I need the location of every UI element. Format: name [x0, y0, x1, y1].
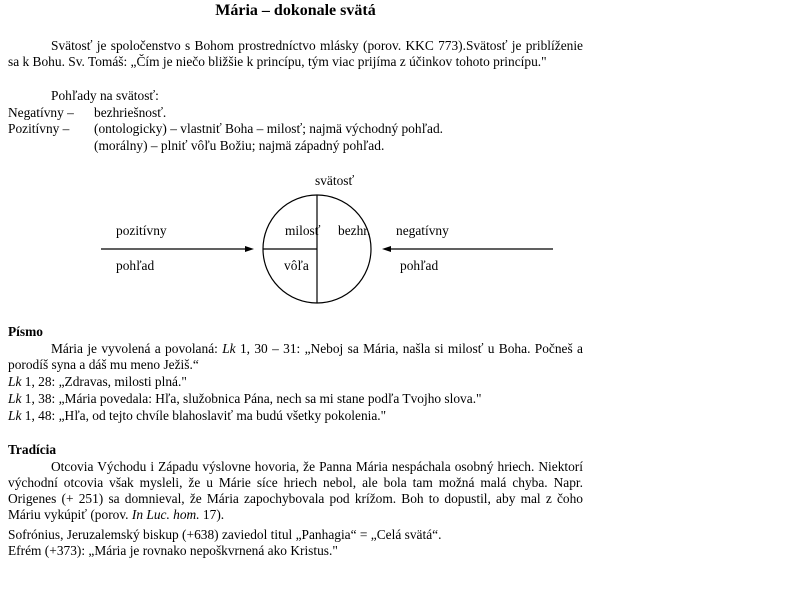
pismo-ref-line	[8, 408, 386, 424]
positive-label: Pozitívny –	[8, 121, 70, 136]
pismo-ref-line	[8, 374, 187, 390]
quadrant-will: vôľa	[284, 258, 309, 273]
tradicia-paragraph	[8, 459, 583, 523]
diagram-right-label-bottom: pohľad	[400, 258, 439, 273]
intro-text: Svätosť je spoločenstvo s Bohom prostredníctvo mlásky (porov. KKC 773).Svätosť je priblíženie sa k Bohu. Sv. Tomáš: „Čím je niečo bližšie k princípu, tým viac prijíma z účinkov tohoto princípu."	[8, 38, 583, 69]
ref-book: Lk	[8, 391, 22, 406]
pismo-heading: Písmo	[8, 324, 43, 339]
positive-view-row	[8, 121, 443, 137]
positive-text-ontological: (ontologicky) – vlastniť Boha – milosť; najmä východný pohľad.	[94, 121, 443, 136]
pismo-quote: 1, 30 – 31: „Neboj sa Mária, našla si milosť u Boha. Počneš a porodíš syna a dáš mu meno Ježiš.“	[8, 341, 583, 372]
diagram-left-label-top: pozitívny	[116, 223, 167, 238]
negative-text: bezhriešnosť.	[94, 105, 167, 120]
positive-text-moral: (morálny) – plniť vôľu Božiu; najmä západný pohľad.	[94, 138, 385, 153]
diagram-right-label-top: negatívny	[396, 223, 449, 238]
views-heading: Pohľady na svätosť:	[51, 88, 159, 103]
holiness-circle	[263, 195, 371, 303]
diagram-left-label-bottom: pohľad	[116, 258, 155, 273]
negative-view-row	[8, 105, 167, 121]
diagram-top-label: svätosť	[315, 173, 355, 188]
tradicia-cite-end: 17).	[199, 507, 225, 522]
ref-text: 1, 28: „Zdravas, milosti plná."	[21, 374, 187, 389]
pismo-paragraph	[8, 341, 583, 373]
pismo-ref-line	[8, 391, 482, 407]
ref-book: Lk	[8, 408, 22, 423]
tradicia-cite: In Luc. hom.	[131, 507, 200, 522]
quadrant-sinlessness: bezhr.	[338, 223, 371, 238]
quadrant-grace: milosť	[285, 223, 321, 238]
tradicia-text: Otcovia Východu i Západu výslovne hovoria, že Panna Mária nespáchala osobný hriech. Niektorí východní otcovia však mysleli, že u Márie síce hriech nebol, ale bola tam možná malá chyba. Napr. Origenes (+ 251) sa domnieval, že Mária zapochybovala pod krížom. Boh to dopustil, aby mal z čoho Máriu vykúpiť (porov.	[8, 459, 583, 522]
ref-book: Lk	[8, 374, 22, 389]
pismo-lead: Mária je vyvolená a povolaná:	[51, 341, 223, 356]
tradicia-heading: Tradícia	[8, 442, 57, 457]
ref-text: 1, 38: „Mária povedala: Hľa, služobnica Pána, nech sa mi stane podľa Tvojho slova."	[21, 391, 482, 406]
tradicia-efrem: Efrém (+373): „Mária je rovnako nepoškvrnená ako Kristus."	[8, 543, 338, 558]
ref-text: 1, 48: „Hľa, od tejto chvíle blahoslaviť ma budú všetky pokolenia."	[21, 408, 387, 423]
negative-label: Negatívny –	[8, 105, 74, 120]
tradicia-sofronius: Sofrónius, Jeruzalemský biskup (+638) zaviedol titul „Panhagia“ = „Celá svätá“.	[8, 527, 442, 542]
negative-arrowhead-icon	[382, 246, 391, 252]
page-title: Mária – dokonale svätá	[215, 2, 376, 19]
intro-paragraph	[8, 38, 583, 70]
pismo-ref-book: Lk	[222, 341, 236, 356]
positive-arrowhead-icon	[245, 246, 254, 252]
